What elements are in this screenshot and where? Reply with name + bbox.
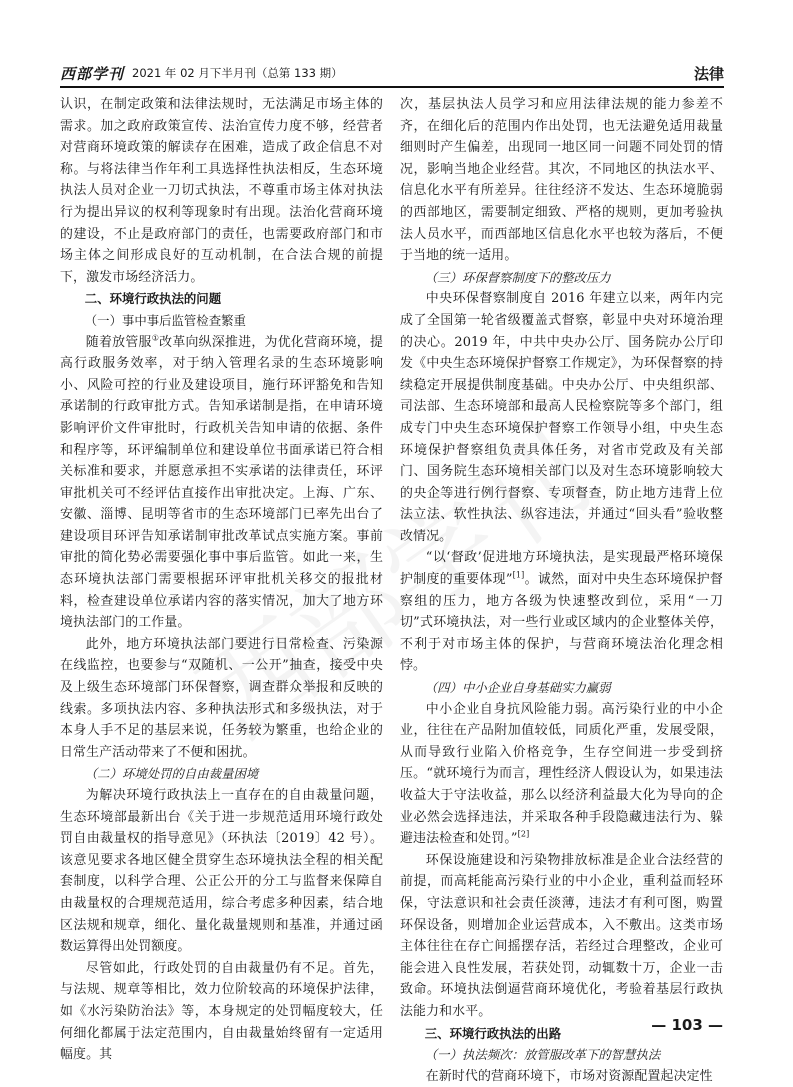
subsection-heading: （二）环境处罚的自由裁量困境 — [84, 766, 259, 782]
body-paragraph: 在新时代的营商环境下，市场对资源配置起决定性 — [425, 1068, 713, 1084]
paragraph-text: 随着放管服 — [85, 334, 152, 350]
right-column — [400, 94, 723, 1087]
paragraph-text: 中小企业自身抗风险能力弱。高污染行业的中小企业，往往在产品附加值较低，同质化严重，发展受限，从而导致行业陷入价格竞争，生存空间进一步受到挤压。“就环境行为而言，理性经济人假设认为，如果违法收益大于守法收益，那么以经济利益最大化为导向的企业必然会选择违法，并采取各种手段隐藏违法行为、躲避违法检查和处罚。” — [400, 701, 723, 847]
paragraph-text: “以‘督政’促进地方环境执法，是实现最严格环境保护制度的重要体现” — [400, 550, 723, 588]
subsection-heading: （四）中小企业自身基础实力赢弱 — [424, 680, 611, 696]
left-column — [60, 94, 383, 1066]
body-paragraph: 为解决环境行政执法上一直存在的自由裁量问题，生态环境部最新出台《关于进一步规范适用环境行政处罚自由裁量权的指导意见》（环执法〔2019〕42 号）。该意见要求各地区健全贯穿生态环境执法全程的相关配套制度，以科学合理、公正公开的分工与监督来保障自由裁量权的合理规范适用，综合考虑多种因素，结合地区法规和规章，细化、量化裁量规则和基准，并通过函数运算得出处罚额度。 — [60, 788, 383, 955]
body-paragraph: 中央环保督察制度自 2016 年建立以来，两年内完成了全国第一轮省级覆盖式督察，彰显中央对环境治理的决心。2019 年，中共中央办公厅、国务院办公厅印发《中央生态环境保护督察工作规定》，为环保督察的持续稳定开展提供制度基础。中央办公厅、中央组织部、司法部、生态环境部和最高人民检察院等多个部门，组成专门中央生态环境保护督察工作领导小组，中央生态环境保护督察组负责具体任务，对省市党政及有关部门、国务院生态环境相关部门以及对生态环境影响较大的央企等进行例行督察、专项督查，防止地方违背上位法立法、软性执法、纵容违法，并通过“回头看”验收整改情况。 — [400, 291, 723, 544]
page-header — [60, 62, 724, 84]
footnote-marker: [1] — [512, 570, 525, 580]
issue-info: 2021 年 02 月下半月刊（总第 133 期） — [132, 66, 343, 80]
body-paragraph — [60, 332, 383, 634]
page-number: — 103 — — [651, 1016, 723, 1034]
journal-masthead: 西部学刊 — [60, 65, 125, 83]
subsection-heading: （一）执法频次：放管服改革下的智慧执法 — [424, 1047, 661, 1063]
header-rule — [60, 86, 724, 88]
subsection-heading: （一）事中事后监管检查繁重 — [84, 312, 246, 328]
body-paragraph: 尽管如此，行政处罚的自由裁量仍有不足。首先，与法规、规章等相比，效力位阶较高的环境保护法律，如《水污染防治法》等，本身规定的处罚幅度较大，任何细化都属于法定范围内，自由裁量始终留有一定适用幅度。其 — [60, 960, 383, 1063]
body-paragraph — [400, 699, 723, 850]
body-paragraph: 认识，在制定政策和法律法规时，无法满足市场主体的需求。加之政府政策宣传、法治宣传力度不够，经营者对营商环境政策的解读存在困难，造成了政企信息不对称。与将法律当作年利工具选择性执法相反，生态环境执法人员对企业一刀切式执法，不尊重市场主体对执法行为提出异议的权利等现象时有出现。法治化营商环境的建设，不止是政府部门的责任，也需要政府部门和市场主体之间形成良好的互动机制，在合法合规的前提下，激发市场经济活力。 — [60, 97, 383, 285]
paragraph-text: 。诚然，面对中央生态环境保护督察组的压力，地方各级为快速整改到位，采用“一刀切”式环境执法，对一些行业或区域内的企业整体关停，不利于对市场主体的保护，与营商环境法治化理念相悖。 — [400, 572, 723, 674]
section-heading: 二、环境行政执法的问题 — [84, 291, 222, 307]
subsection-heading: （三）环保督察制度下的整改压力 — [424, 269, 611, 285]
section-heading: 三、环境行政执法的出路 — [424, 1025, 562, 1041]
footnote-marker: ① — [151, 333, 160, 343]
section-label: 法律 — [693, 65, 724, 83]
paragraph-text: 改革向纵深推进，为优化营商环境，提高行政服务效率，对于纳入管理名录的生态环境影响小、风险可控的行业及建设项目，施行环评豁免和告知承诺制的行政审批方式。告知承诺制是指，在申请环境影响评价文件审批时，行政机关告知申请的依据、条件和程序等，环评编制单位和建设单位书面承诺已符合相关标准和要求，并愿意承担不实承诺的法律责任，环评审批机关可不经评估直接作出审批决定。上海、广东、安徽、淄博、昆明等省市的生态环境部门已率先出台了建设项目环评告知承诺制审批改革试点实施方案。事前审批的简化势必需要强化事中事后监管。如此一来，生态环境执法部门需要根据环评审批机关移交的报批材料，检查建设单位承诺内容的落实情况，加大了地方环境执法部门的工作量。 — [60, 334, 384, 631]
body-paragraph — [400, 547, 723, 677]
body-paragraph: 环保设施建设和污染物排放标准是企业合法经营的前提，而高耗能高污染行业的中小企业，重利益而轻环保，守法意识和社会责任淡薄，违法才有利可图，购置环保设备，则增加企业运营成本，入不敷出。这类市场主体往往在存亡间摇摆存活，若经过合理整改，企业可能会进入良性发展，若获处罚，动辄数十万，企业一击致命。环境执法倒逼营商环境优化，考验着基层行政执法能力和水平。 — [400, 852, 723, 1019]
body-paragraph: 此外，地方环境执法部门要进行日常检查、污染源在线监控，也要参与“双随机、一公开”抽查，接受中央及上级生态环境部门环保督察，调查群众举报和反映的线索。多项执法内容、多种执法形式和多级执法，对于本身人手不足的基层来说，任务较为繁重，也给企业的日常生产活动带来了不便和困扰。 — [60, 636, 383, 760]
footnote-marker: [2] — [517, 829, 530, 839]
body-paragraph: 次，基层执法人员学习和应用法律法规的能力参差不齐，在细化后的范围内作出处罚，也无法避免适用裁量细则时产生偏差，出现同一地区同一问题不同处罚的情况，影响当地企业经营。其次，不同地区的执法水平、信息化水平有所差异。往往经济不发达、生态环境脆弱的西部地区，需要制定细致、严格的规则，更加考验执法人员水平，而西部地区信息化水平也较为落后，不便于当地的统一适用。 — [400, 97, 723, 264]
